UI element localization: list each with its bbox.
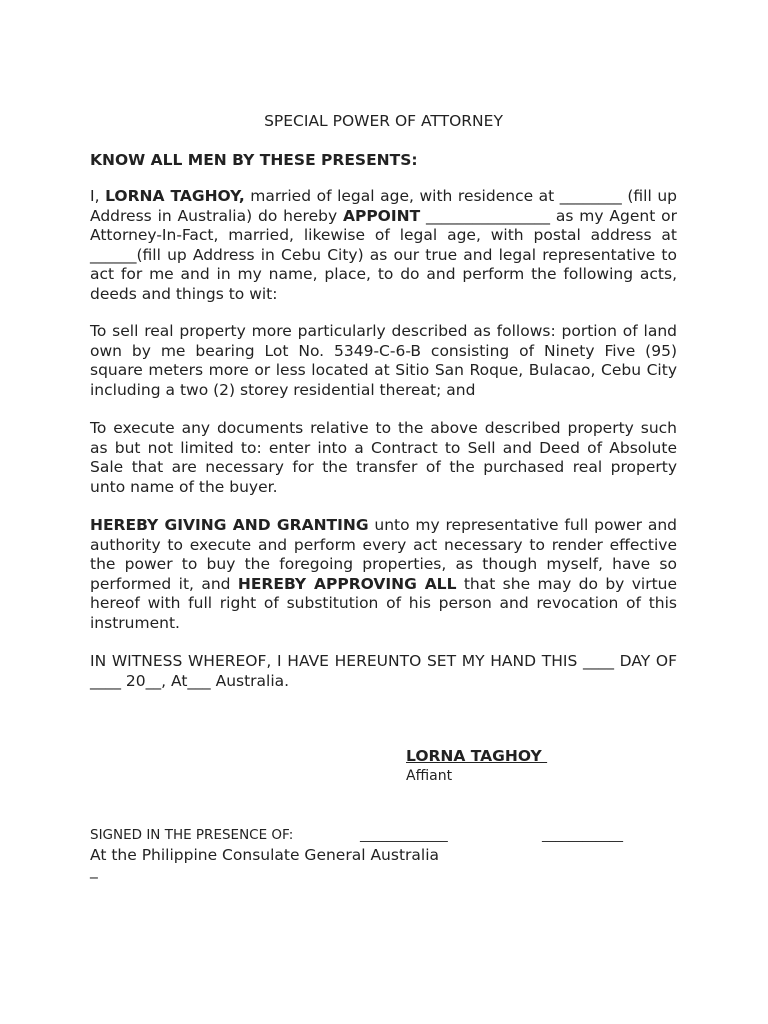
trailing-mark: _ bbox=[90, 861, 98, 879]
principal-name: LORNA TAGHOY, bbox=[105, 187, 245, 205]
paragraph-granting bbox=[90, 516, 677, 634]
paragraph-witness: IN WITNESS WHEREOF, I HAVE HEREUNTO SET MY HAND THIS ____ DAY OF ____ 20__, At___ Australia. bbox=[90, 652, 677, 690]
signature-name: LORNA TAGHOY bbox=[406, 747, 548, 765]
paragraph-appointment bbox=[90, 187, 677, 305]
p4-text-d: that she may do by virtue hereof with full right of substitution of his person and revocation of this instrument. bbox=[90, 574, 678, 632]
signature-role: Affiant bbox=[406, 768, 453, 784]
appoint-keyword: APPOINT bbox=[342, 206, 421, 225]
document-title: SPECIAL POWER OF ATTORNEY bbox=[264, 112, 503, 130]
approving-keyword: HEREBY APPROVING ALL bbox=[237, 574, 457, 593]
p1-text-e: ________________ as my Agent or Attorney-In-Fact, married, likewise of legal age, with postal address at ______(fill up Address in Cebu City) as our true and legal representative to act for me and in my name, place, to do and perform the following acts, deeds and things to wit: bbox=[90, 206, 677, 303]
p1-text-c: married of legal age, with residence at ________ (fill up Address in Australia) do hereby bbox=[90, 187, 677, 225]
p1-text-a: I, bbox=[90, 187, 106, 205]
paragraph-sell-property: To sell real property more particularly described as follows: portion of land own by me bearing Lot No. 5349-C-6-B consisting of Ninety Five (95) square meters more or less located at Sitio San Roque, Bulacao, Cebu City including a two (2) storey residential thereat; and bbox=[90, 322, 677, 399]
consulate-location: At the Philippine Consulate General Australia bbox=[90, 846, 440, 864]
paragraph-execute-documents: To execute any documents relative to the above described property such as but not limited to: enter into a Contract to Sell and Deed of Absolute Sale that are necessary for the transfer of the purchased real property unto name of the buyer. bbox=[90, 419, 677, 496]
witness-blank-1: _____________ bbox=[360, 827, 448, 843]
granting-keyword: HEREBY GIVING AND GRANTING bbox=[90, 516, 369, 534]
document-subheading: KNOW ALL MEN BY THESE PRESENTS: bbox=[90, 151, 418, 169]
witness-blank-2: ____________ bbox=[542, 827, 623, 843]
p4-text-b: unto my representative full power and authority to execute and perform every act necessary to render effective the power to buy the foregoing properties, as though myself, have so performed it, and bbox=[90, 516, 677, 593]
signed-presence-label: SIGNED IN THE PRESENCE OF: bbox=[90, 827, 294, 843]
